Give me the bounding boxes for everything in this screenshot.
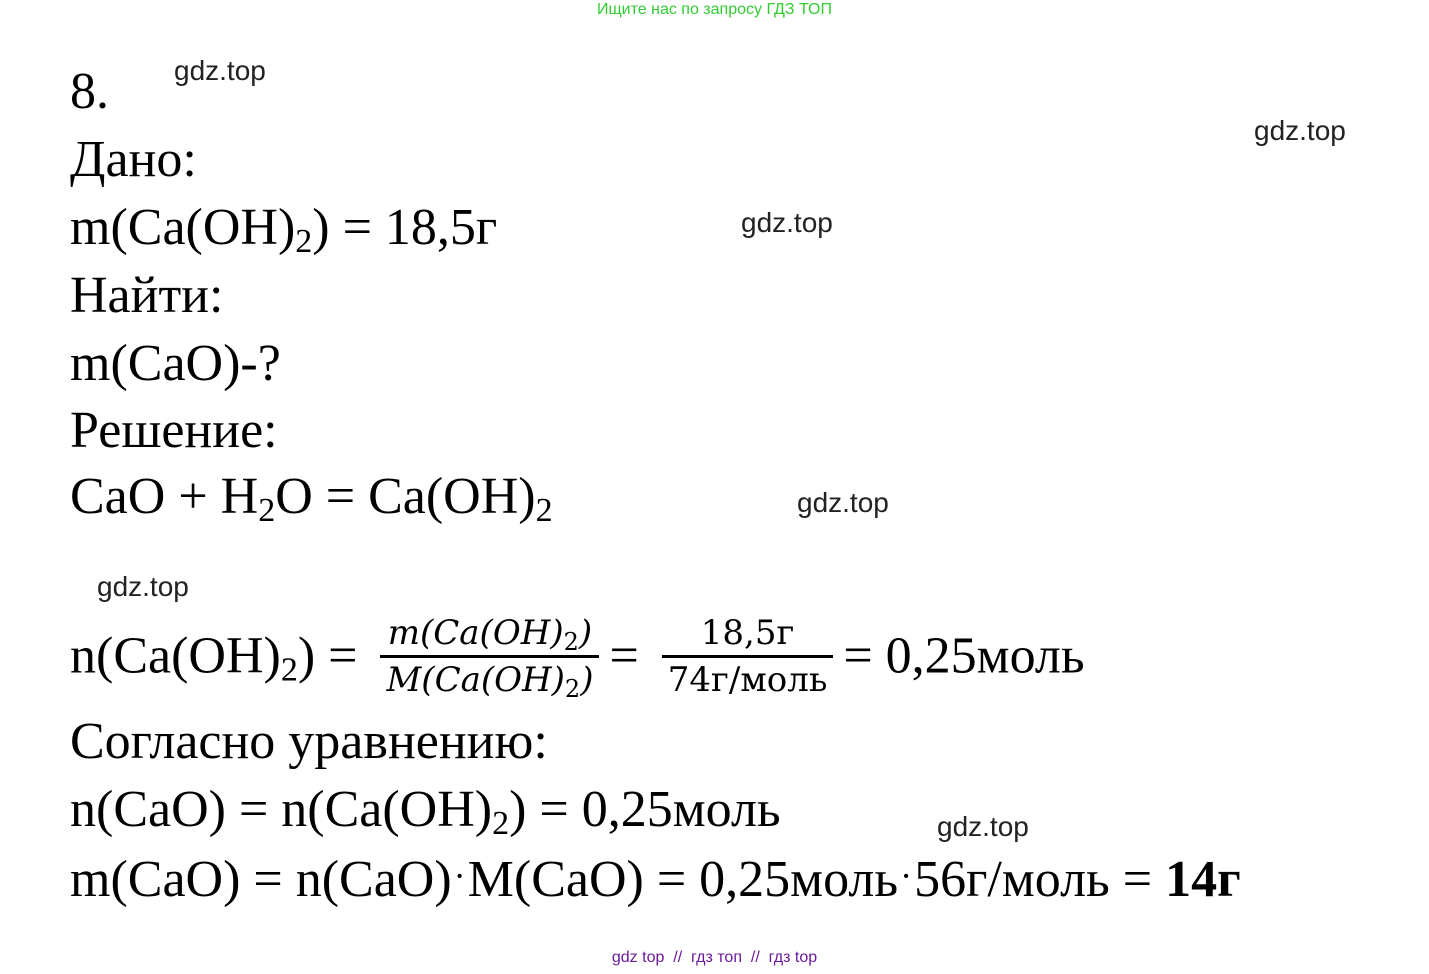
fraction-denominator: 74г/моль — [667, 660, 828, 700]
given-rhs: ) = 18,5г — [312, 199, 498, 256]
find-label: Найти: — [70, 267, 224, 324]
find-value: m(CaO)-? — [70, 335, 281, 392]
watermark: gdz.top — [797, 487, 889, 518]
moles-result: = 0,25моль — [843, 627, 1085, 685]
given-label: Дано: — [70, 131, 197, 188]
given-subscript: 2 — [295, 223, 313, 260]
reaction-sub2: 2 — [535, 492, 553, 529]
mass-calculation — [70, 846, 1241, 910]
watermark: gdz.top — [97, 571, 189, 602]
equal-moles-part2: ) = 0,25моль — [509, 781, 781, 838]
top-banner: Ищите нас по запросу ГДЗ ТОП — [597, 1, 832, 18]
according-label: Согласно уравнению: — [70, 713, 548, 770]
equal-moles-part1: n(CaO) = n(Ca(OH) — [70, 781, 493, 838]
watermark: gdz.top — [174, 55, 266, 86]
moles-equation — [70, 615, 1085, 706]
bottom-banner: gdz top // гдз топ // гдз top — [611, 949, 818, 966]
reaction-sub1: 2 — [258, 492, 276, 529]
given-value — [70, 198, 497, 258]
reaction-part2: O = Ca(OH) — [275, 468, 536, 525]
fraction-denominator: $M(Ca(OH)_2)$ — [386, 660, 594, 703]
moles-lhs-end: ) = — [297, 627, 358, 685]
numeric-fraction — [662, 611, 834, 702]
reaction-equation — [70, 467, 553, 527]
mass-part1: m(CaO) = n(CaO) — [70, 851, 452, 908]
multiply-dot: · — [453, 856, 466, 896]
reaction-part1: CaO + H — [70, 468, 259, 525]
problem-number: 8. — [70, 63, 109, 120]
watermark: gdz.top — [1254, 115, 1346, 146]
final-answer: 14г — [1165, 851, 1241, 908]
moles-lhs-sub: 2 — [280, 651, 298, 689]
mass-part3: 56г/моль = — [914, 851, 1166, 908]
equal-moles-sub: 2 — [492, 805, 510, 842]
multiply-dot: · — [900, 856, 913, 896]
watermark: gdz.top — [937, 811, 1029, 842]
watermark: gdz.top — [741, 207, 833, 238]
given-lhs: m(Ca(OH) — [70, 199, 296, 256]
moles-lhs: n(Ca(OH) — [70, 627, 281, 685]
molar-formula-fraction — [380, 611, 599, 702]
equal-moles-line — [70, 780, 781, 840]
mass-part2: M(CaO) = 0,25моль — [467, 851, 899, 908]
fraction-numerator: $m(Ca(OH)_2)$ — [380, 611, 599, 658]
fraction-numerator: 18,5г — [662, 611, 834, 658]
equals-sign: = — [609, 627, 639, 685]
solution-label: Решение: — [70, 402, 278, 459]
